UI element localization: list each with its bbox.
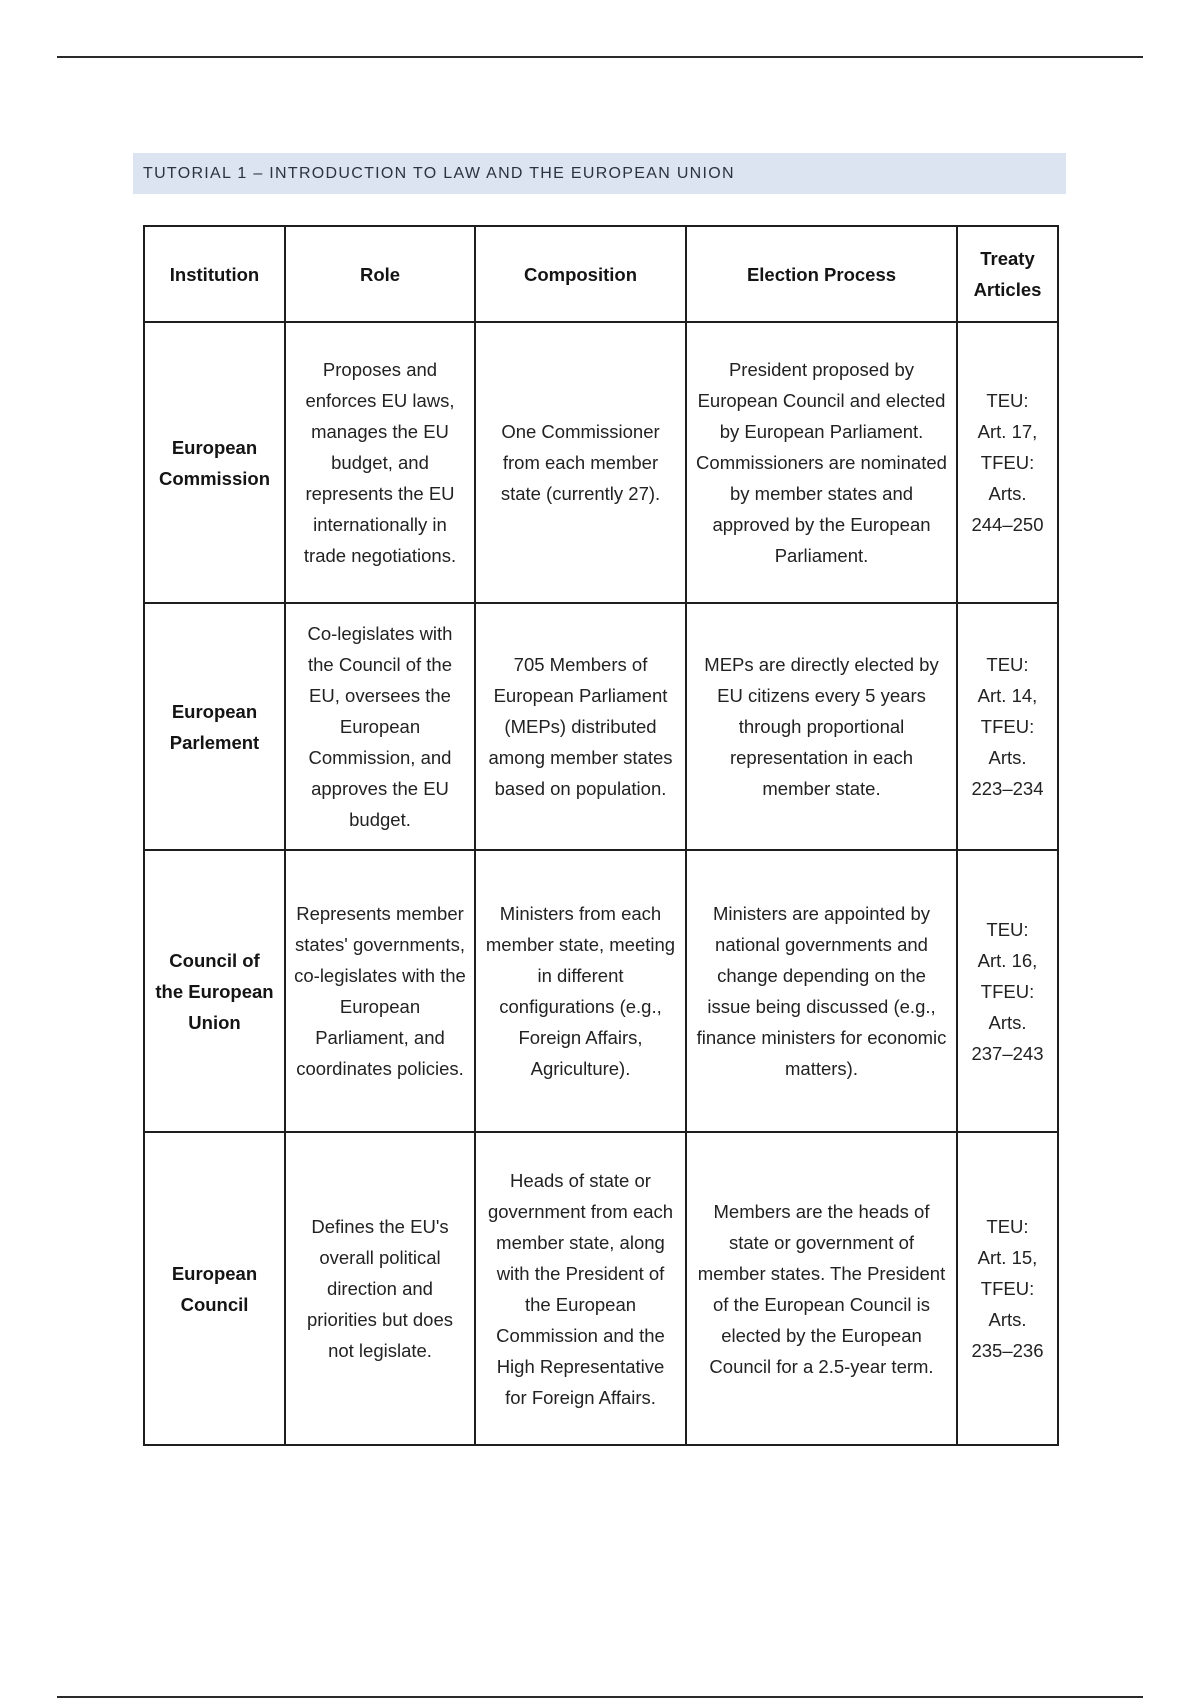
election-process-cell: President proposed by European Council and elected by European Parliament. Commissioners are nominated by member states and approved by the European Parliament. bbox=[686, 322, 957, 603]
role-cell: Co-legislates with the Council of the EU, oversees the European Commission, and approves the EU budget. bbox=[285, 603, 475, 850]
role-cell: Represents member states' governments, co-legislates with the European Parliament, and coordinates policies. bbox=[285, 850, 475, 1132]
header-role: Role bbox=[285, 226, 475, 322]
bottom-rule bbox=[57, 1696, 1143, 1698]
treaty-articles-cell: TEU: Art. 14, TFEU: Arts. 223–234 bbox=[957, 603, 1058, 850]
top-rule bbox=[57, 56, 1143, 58]
institution-cell: European Commission bbox=[144, 322, 285, 603]
composition-cell: Heads of state or government from each member state, along with the President of the European Commission and the High Representative for Foreign Affairs. bbox=[475, 1132, 686, 1445]
institution-cell: European Parlement bbox=[144, 603, 285, 850]
treaty-articles-cell: TEU: Art. 16, TFEU: Arts. 237–243 bbox=[957, 850, 1058, 1132]
institution-cell: European Council bbox=[144, 1132, 285, 1445]
table-row bbox=[144, 322, 1058, 603]
composition-cell: One Commissioner from each member state (currently 27). bbox=[475, 322, 686, 603]
table-row bbox=[144, 1132, 1058, 1445]
header-treaty-articles: Treaty Articles bbox=[957, 226, 1058, 322]
election-process-cell: MEPs are directly elected by EU citizens every 5 years through proportional representation in each member state. bbox=[686, 603, 957, 850]
table-row bbox=[144, 850, 1058, 1132]
role-cell: Proposes and enforces EU laws, manages the EU budget, and represents the EU internationally in trade negotiations. bbox=[285, 322, 475, 603]
election-process-cell: Ministers are appointed by national governments and change depending on the issue being discussed (e.g., finance ministers for economic matters). bbox=[686, 850, 957, 1132]
header-election-process: Election Process bbox=[686, 226, 957, 322]
table-header-row bbox=[144, 226, 1058, 322]
institution-cell: Council of the European Union bbox=[144, 850, 285, 1132]
table-row bbox=[144, 603, 1058, 850]
treaty-articles-cell: TEU: Art. 17, TFEU: Arts. 244–250 bbox=[957, 322, 1058, 603]
header-institution: Institution bbox=[144, 226, 285, 322]
composition-cell: Ministers from each member state, meeting in different configurations (e.g., Foreign Affairs, Agriculture). bbox=[475, 850, 686, 1132]
composition-cell: 705 Members of European Parliament (MEPs) distributed among member states based on population. bbox=[475, 603, 686, 850]
treaty-articles-cell: TEU: Art. 15, TFEU: Arts. 235–236 bbox=[957, 1132, 1058, 1445]
role-cell: Defines the EU's overall political direction and priorities but does not legislate. bbox=[285, 1132, 475, 1445]
section-heading: TUTORIAL 1 – INTRODUCTION TO LAW AND THE EUROPEAN UNION bbox=[143, 164, 735, 182]
election-process-cell: Members are the heads of state or government of member states. The President of the European Council is elected by the European Council for a 2.5-year term. bbox=[686, 1132, 957, 1445]
header-composition: Composition bbox=[475, 226, 686, 322]
section-heading-bar bbox=[133, 153, 1066, 194]
institutions-table bbox=[143, 225, 1059, 1446]
